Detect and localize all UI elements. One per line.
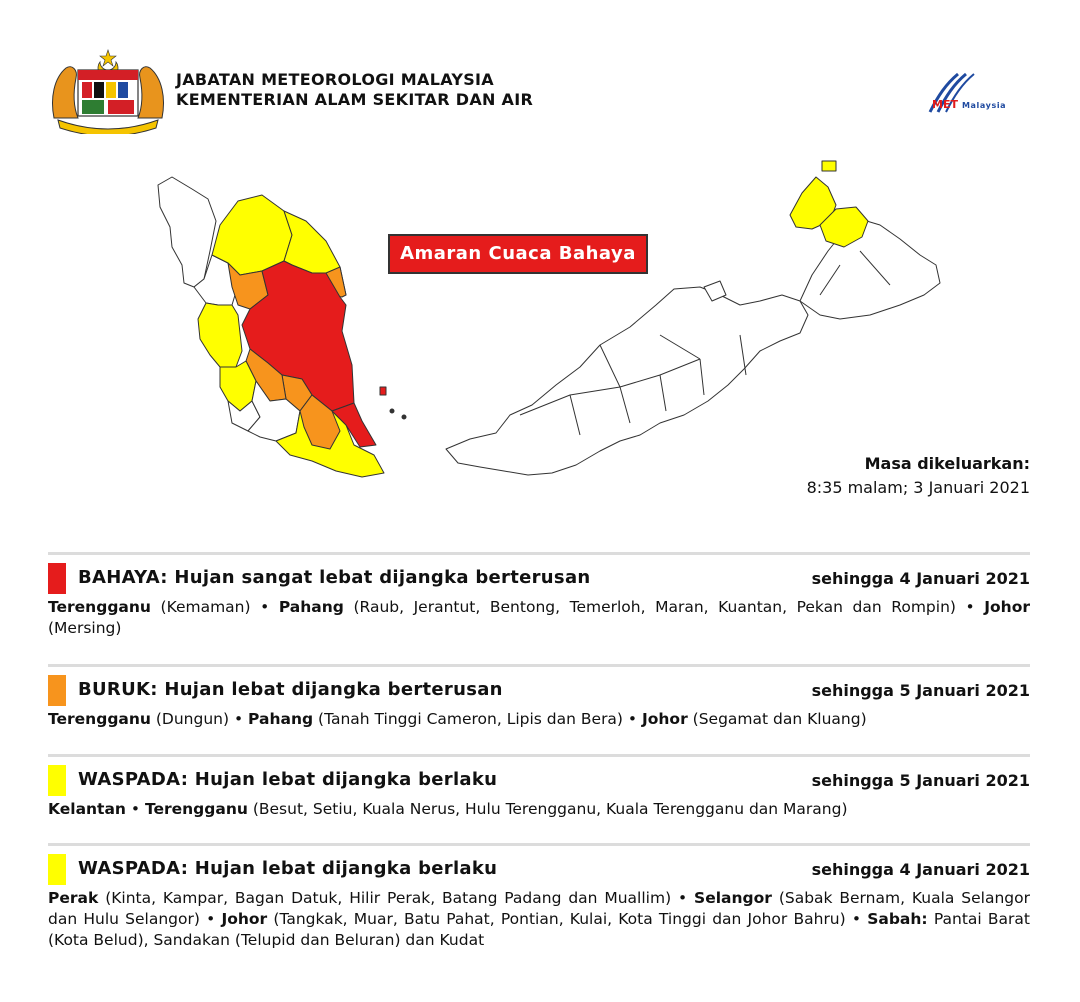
section-divider xyxy=(48,843,1030,846)
level-color-swatch xyxy=(48,563,66,594)
district-list: (Tangkak, Muar, Batu Pahat, Pontian, Kulai, Kota Tinggi dan Johor Bahru) xyxy=(273,910,846,928)
state-name: Terengganu xyxy=(48,710,151,728)
met-malaysia-logo-icon xyxy=(916,66,1028,116)
warning-until: sehingga 5 Januari 2021 xyxy=(811,771,1030,790)
warning-section-waspada-2 xyxy=(48,843,1030,951)
warning-map-title: Amaran Cuaca Bahaya xyxy=(388,234,648,274)
met-logo-text: MET xyxy=(932,98,958,111)
district-list: (Raub, Jerantut, Bentong, Temerloh, Maran, Kuantan, Pekan dan Rompin) xyxy=(353,598,956,616)
state-name: Terengganu xyxy=(144,800,248,818)
issued-time-label: Masa dikeluarkan: xyxy=(864,454,1030,473)
region-perak-warning xyxy=(198,303,242,367)
state-name: Pahang xyxy=(248,710,314,728)
warning-level: BURUK: Hujan lebat dijangka berterusan xyxy=(78,679,503,700)
section-header xyxy=(48,763,1030,793)
island-dot xyxy=(390,409,394,413)
region-sarawak xyxy=(446,287,808,475)
level-color-swatch xyxy=(48,854,66,885)
section-divider xyxy=(48,552,1030,555)
org-line-1: JABATAN METEOROLOGI MALAYSIA xyxy=(176,70,494,89)
region-sabah xyxy=(800,219,940,319)
met-logo-subtext: Malaysia xyxy=(962,101,1007,110)
organization-name xyxy=(176,70,533,110)
affected-areas: Terengganu (Dungun) • Pahang (Tanah Tinggi Cameron, Lipis dan Bera) • Johor (Segamat dan Kluang) xyxy=(48,710,867,728)
state-name: Selangor xyxy=(694,889,772,907)
state-name: Johor xyxy=(221,910,268,928)
district-list: (Kemaman) xyxy=(160,598,251,616)
section-header xyxy=(48,673,1030,703)
malaysia-coat-of-arms-icon xyxy=(48,48,168,134)
warning-section-buruk xyxy=(48,664,1030,730)
warning-until: sehingga 4 Januari 2021 xyxy=(811,860,1030,879)
district-list: (Sabak Bernam, Kuala Selangor dan Hulu Selangor) xyxy=(48,889,1030,928)
state-name: Kelantan xyxy=(48,800,126,818)
district-list: Pantai Barat (Kota Belud), Sandakan (Telupid dan Beluran) dan Kudat xyxy=(48,910,1030,949)
section-header xyxy=(48,852,1030,882)
affected-areas: Terengganu (Kemaman) • Pahang (Raub, Jerantut, Bentong, Temerloh, Maran, Kuantan, Pekan dan Rompin) • Johor (Mersing) xyxy=(48,598,1030,637)
warning-until: sehingga 5 Januari 2021 xyxy=(811,681,1030,700)
org-line-2: KEMENTERIAN ALAM SEKITAR DAN AIR xyxy=(176,90,534,109)
section-divider xyxy=(48,754,1030,757)
warning-level: BAHAYA: Hujan sangat lebat dijangka berterusan xyxy=(78,567,591,588)
section-header xyxy=(48,561,1030,591)
warning-level: WASPADA: Hujan lebat dijangka berlaku xyxy=(78,769,498,790)
header xyxy=(48,48,1032,138)
state-name: Pahang xyxy=(278,598,344,616)
level-color-swatch xyxy=(48,675,66,706)
state-name: Perak xyxy=(48,889,99,907)
district-list: (Besut, Setiu, Kuala Nerus, Hulu Terengganu, Kuala Terengganu dan Marang) xyxy=(252,800,848,818)
issued-time-value: 8:35 malam; 3 Januari 2021 xyxy=(806,478,1030,497)
affected-areas: Perak (Kinta, Kampar, Bagan Datuk, Hilir Perak, Batang Padang dan Muallim) • Selangor (Sabak Bernam, Kuala Selangor dan Hulu Selangor) • Johor (Tangkak, Muar, Batu Pahat, Pontian, Kulai, Kota Tinggi dan Johor Bahru) • Sabah: Pantai Barat (Kota Belud), Sandakan (Telupid dan Beluran) dan Kudat xyxy=(48,889,1030,949)
warning-until: sehingga 4 Januari 2021 xyxy=(811,569,1030,588)
district-list: (Dungun) xyxy=(155,710,230,728)
warning-section-bahaya xyxy=(48,552,1030,639)
island-dot xyxy=(402,415,406,419)
state-name: Sabah: xyxy=(867,910,928,928)
district-list: (Tanah Tinggi Cameron, Lipis dan Bera) xyxy=(318,710,623,728)
state-name: Johor xyxy=(641,710,688,728)
section-divider xyxy=(48,664,1030,667)
warning-section-waspada-1 xyxy=(48,754,1030,820)
warning-level: WASPADA: Hujan lebat dijangka berlaku xyxy=(78,858,498,879)
district-list: (Segamat dan Kluang) xyxy=(692,710,867,728)
level-color-swatch xyxy=(48,765,66,796)
island-tioman xyxy=(380,387,386,395)
district-list: (Mersing) xyxy=(48,619,122,637)
affected-areas: Kelantan • Terengganu (Besut, Setiu, Kuala Nerus, Hulu Terengganu, Kuala Terengganu dan Marang) xyxy=(48,800,848,818)
island-banggi xyxy=(822,161,836,171)
state-name: Terengganu xyxy=(48,598,151,616)
state-name: Johor xyxy=(984,598,1030,616)
issued-time-block xyxy=(807,452,1030,500)
district-list: (Kinta, Kampar, Bagan Datuk, Hilir Perak, Batang Padang dan Muallim) xyxy=(105,889,672,907)
